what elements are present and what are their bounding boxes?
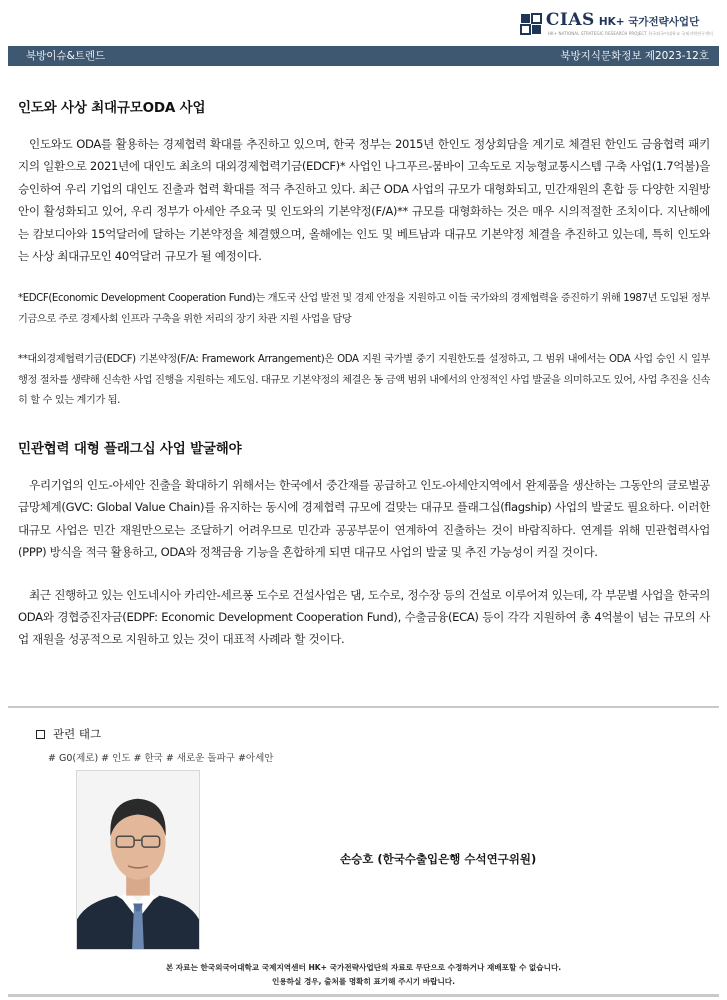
footer-citation-note: 인용하실 경우, 출처를 명확히 표기해 주시기 바랍니다. [271,977,455,986]
header-publication: 북방지식문화정보 제2023-12호 [560,50,709,62]
logo-subtitle: HK+ NATIONAL STRATEGIC RESEARCH PROJECT 한국외국어대학교 국제지역연구센터 [547,31,713,36]
author-photo [76,770,200,950]
author-name: 손승호 (한국수출입은행 수석연구위원) [340,852,537,866]
related-tags-list: # G0(제로) # 인도 # 한국 # 새로운 돌파구 #아세안 [48,753,274,764]
logo-name: CIAS [545,10,595,30]
square-bullet-icon [36,730,45,739]
header-category: 북방이슈&트렌드 [26,50,106,62]
article-body [18,96,710,651]
section1-paragraph: 인도와도 ODA를 활용하는 경제협력 확대를 추진하고 있으며, 한국 정부는 2015년 한인도 정상회담을 계기로 체결된 한인도 금융협력 패키지의 일환으로 2021년에 대인도 최초의 대외경제협력기금(EDCF)* 사업인 나그푸르-뭄바이 고속도로 지능형교통시스템 구축 사업(1.7억불)을 승인하여 우리 기업의 대인도 진출과 협력 확대를 적극 추진하고 있다. 최근 ODA 사업의 규모가 대형화되고, 민간재원의 혼합 등 다양한 지원방안이 활성화되고 있어, 우리 정부가 아세안 주요국 및 인도와의 기본약정(F/A)** 규모를 대형화하는 것은 매우 시의적절한 조치이다. 지난해에는 캄보디아와 15억달러에 달하는 기본약정을 체결했으며, 올해에는 인도 및 베트남과 대규모 기본약정 체결을 추진하고 있는데, 특히 인도와는 사상 최대규모인 40억달러 규모가 될 예정이다. [18,137,710,264]
section1-title: 인도와 사상 최대규모ODA 사업 [18,100,206,116]
section2-title: 민관협력 대형 플래그십 사업 발굴해야 [18,440,242,457]
section2-paragraph-1: 우리기업의 인도-아세안 진출을 확대하기 위해서는 한국에서 중간재를 공급하고 인도-아세안지역에서 완제품을 생산하는 그동안의 글로벌공급망체계(GVC: Global Value Chain)를 유지하는 동시에 경제협력 규모에 걸맞는 대규모 플래그십(flagship) 사업의 발굴도 필요하다. 이러한 대규모 사업은 민간 재원만으로는 조달하기 어려우므로 민간과 공공부문이 연계하여 진출하는 것이 바람직하다. 연계를 위해 민관협력사업(PPP) 방식을 적극 활용하고, ODA와 정책금융 기능을 혼합하게 되면 대규모 사업의 발굴 및 추진 가능성이 커질 것이다. [18,477,710,560]
header-bar [8,46,719,66]
footer-copyright: 본 자료는 한국외국어대학교 국제지역센터 HK+ 국가전략사업단의 자료로 무단으로 수정하거나 재배포할 수 없습니다. [165,963,562,972]
divider [8,706,719,708]
logo-title: HK+ 국가전략사업단 [598,16,700,28]
footnote-edcf: *EDCF(Economic Development Cooperation Fund)는 개도국 산업 발전 및 경제 안정을 지원하고 이들 국가와의 경제협력을 증진하기 위해 1987년 도입된 정부기금으로 주로 경제사회 인프라 구축을 위한 저리의 장기 차관 지원 사업을 담당 [18,293,710,325]
cias-emblem-icon [520,13,542,35]
footnote-framework: **대외경제협력기금(EDCF) 기본약정(F/A: Framework Arrangement)은 ODA 지원 국가별 중기 지원한도를 설정하고, 그 범위 내에서는 ODA 사업 승인 시 일부 행정 절차를 생략해 신속한 사업 진행을 지원하는 제도임. 대규모 기본약정의 체결은 동 금액 범위 내에서의 안정적인 사업 발굴을 의미하고도 있어, 사업 추진을 신속히 할 수 있는 계기가 됨. [18,354,710,407]
section2-paragraph-2: 최근 진행하고 있는 인도네시아 카리안-세르퐁 도수로 건설사업은 댐, 도수로, 정수장 등의 건설로 이루어져 있는데, 각 부문별 사업을 한국의 ODA와 경협증진자금(EDPF: Economic Development Cooperation Fund), 수출금융(ECA) 등이 각각 지원하여 총 4억불이 넘는 규모의 사업 재원을 성공적으로 지원하고 있는 것이 대표적 사례라 할 것이다. [18,587,710,647]
related-tags-label: 관련 태그 [53,727,102,741]
footer-divider [8,994,719,997]
cias-logo [520,10,713,37]
related-tags-heading [36,726,101,742]
